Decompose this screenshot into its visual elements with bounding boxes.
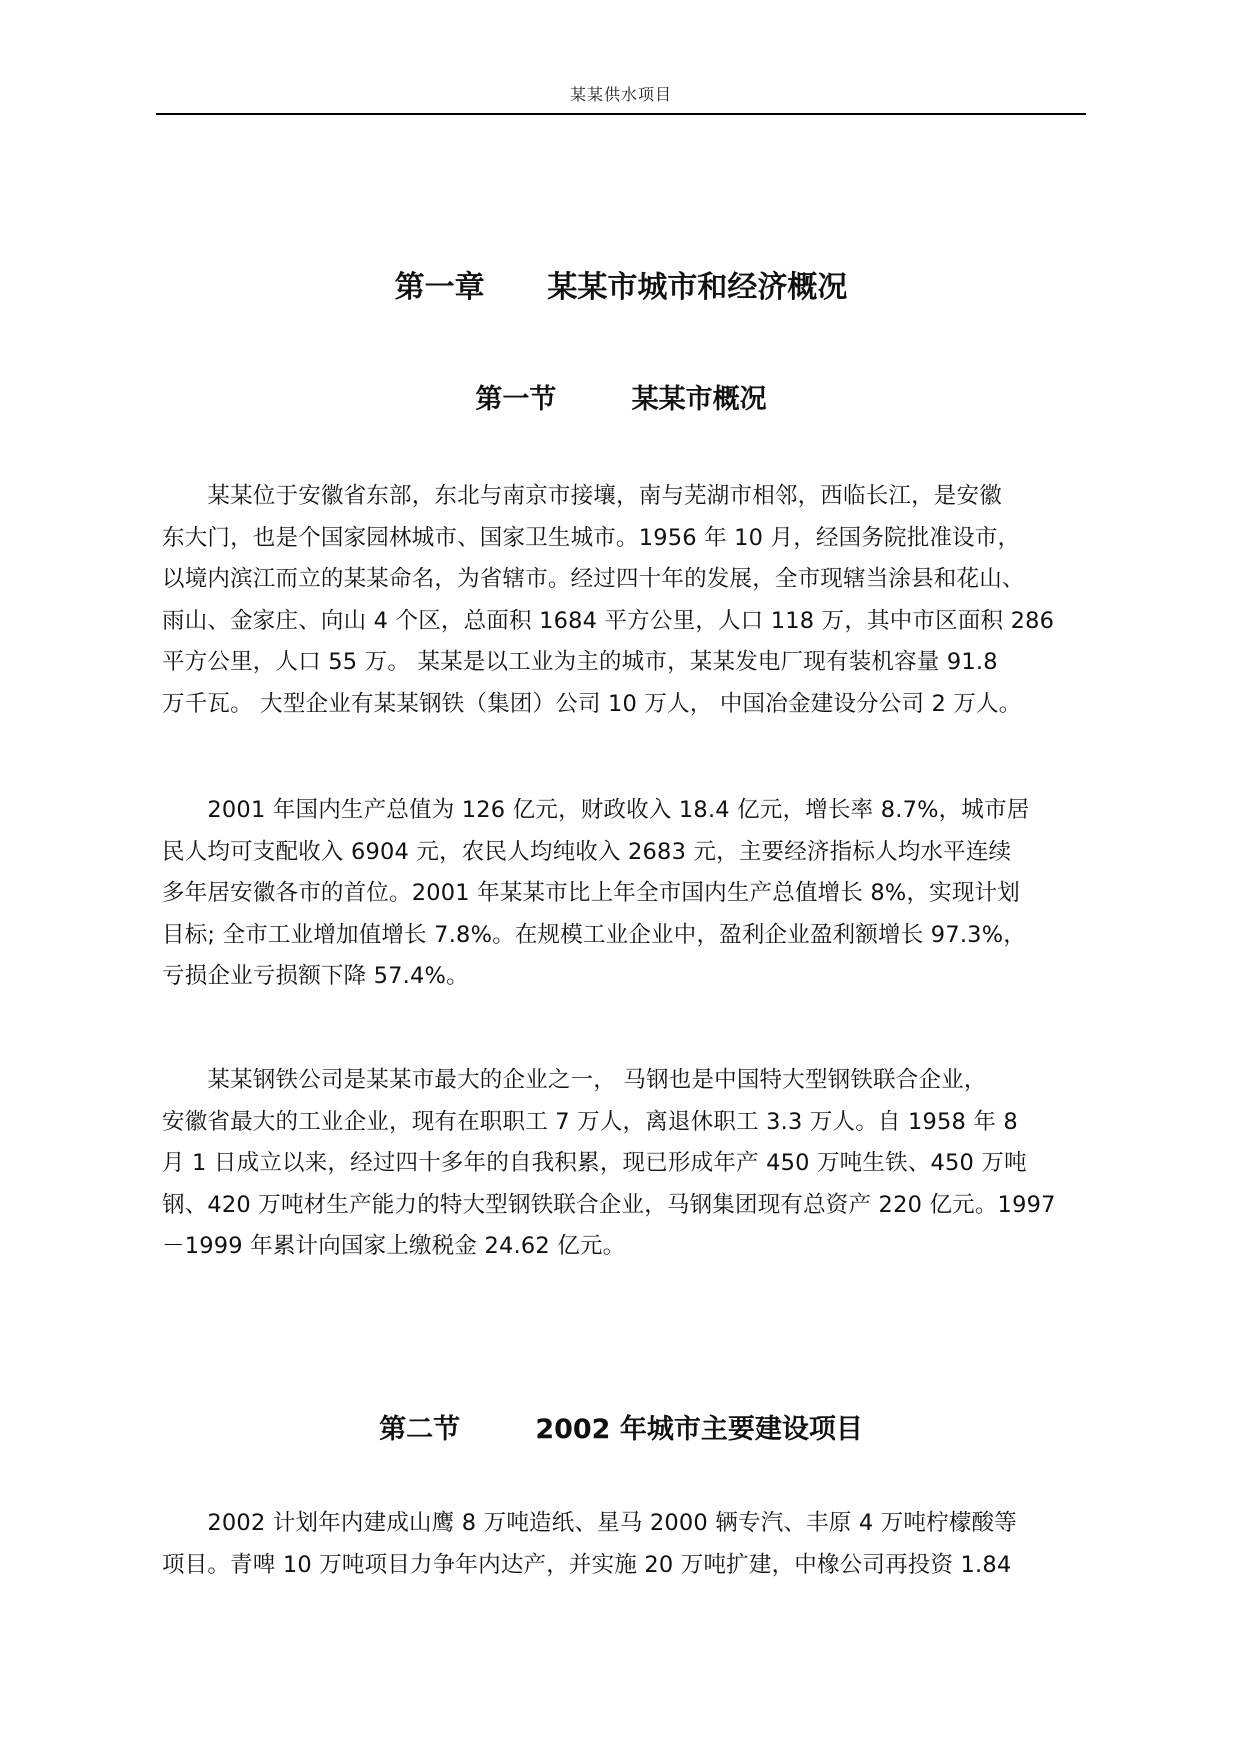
paragraph-line: 某某位于安徽省东部，东北与南京市接壤，南与芜湖市相邻，西临长江，是安徽	[162, 483, 1002, 509]
paragraph	[162, 1503, 1084, 1586]
paragraph-line: 民人均可支配收入 6904 元，农民人均纯收入 2683 元，主要经济指标人均水平连续	[162, 838, 1012, 865]
paragraph-line: 多年居安徽各市的首位。2001 年某某市比上年全市国内生产总值增长 8%，实现计划	[162, 880, 1020, 906]
paragraph-line: 某某钢铁公司是某某市最大的企业之一， 马钢也是中国特大型钢铁联合企业，	[162, 1067, 987, 1093]
paragraph-line: 安徽省最大的工业企业，现有在职职工 7 万人，离退休职工 3.3 万人。自 1958 年 8	[162, 1108, 1018, 1135]
paragraph-line: 月 1 日成立以来，经过四十多年的自我积累，现已形成年产 450 万吨生铁、450 万吨	[162, 1150, 1027, 1176]
paragraph-line: －1999 年累计向国家上缴税金 24.62 亿元。	[162, 1233, 626, 1259]
chapter-title: 第一章 某某市城市和经济概况	[394, 270, 848, 305]
paragraph-line: 万千瓦。 大型企业有某某钢铁（集团）公司 10 万人， 中国冶金建设分公司 2 万人。	[162, 690, 1022, 717]
paragraph-line: 项目。青啤 10 万吨项目力争年内达产，并实施 20 万吨扩建，中橡公司再投资 1.84	[162, 1551, 1012, 1578]
paragraph-line: 2002 计划年内建成山鹰 8 万吨造纸、星马 2000 辆专汽、丰原 4 万吨柠檬酸等	[162, 1510, 1017, 1536]
paragraph-line: 亏损企业亏损额下降 57.4%。	[162, 963, 469, 989]
paragraph-line: 雨山、金家庄、向山 4 个区，总面积 1684 平方公里，人口 118 万，其中市区面积 286	[162, 607, 1055, 634]
paragraph-line: 东大门，也是个国家园林城市、国家卫生城市。1956 年 10 月，经国务院批准设市，	[162, 524, 1021, 551]
section-title: 第二节 2002 年城市主要建设项目	[379, 1414, 863, 1445]
paragraph-line: 目标; 全市工业增加值增长 7.8%。在规模工业企业中，盈利企业盈利额增长 97.3%，	[162, 921, 1026, 948]
section-title: 第一节 某某市概况	[475, 384, 767, 415]
paragraph	[162, 1060, 1084, 1268]
paragraph-line: 钢、420 万吨材生产能力的特大型钢铁联合企业，马钢集团现有总资产 220 亿元。1997	[162, 1191, 1056, 1218]
paragraph	[162, 476, 1084, 725]
paragraph-line: 平方公里，人口 55 万。 某某是以工业为主的城市，某某发电厂现有装机容量 91.8	[162, 649, 998, 675]
running-header: 某某供水项目	[569, 85, 672, 104]
paragraph	[162, 790, 1084, 998]
paragraph-line: 2001 年国内生产总值为 126 亿元，财政收入 18.4 亿元，增长率 8.7%，城市居	[162, 797, 1030, 823]
paragraph-line: 以境内滨江而立的某某命名，为省辖市。经过四十年的发展，全市现辖当涂县和花山、	[162, 566, 1025, 592]
header-rule	[156, 113, 1086, 115]
